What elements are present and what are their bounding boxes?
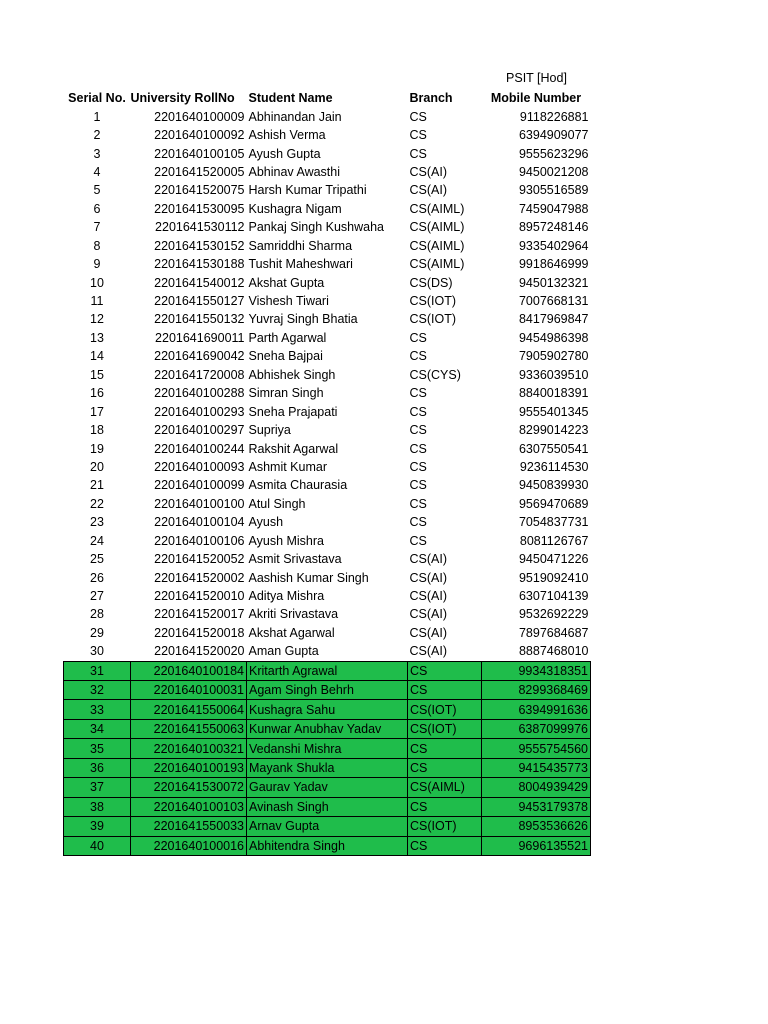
- serial-cell[interactable]: 3: [93, 146, 101, 161]
- roll-cell[interactable]: 2201641550033: [131, 817, 247, 836]
- branch-cell[interactable]: CS: [409, 515, 427, 530]
- serial-cell[interactable]: 1: [93, 109, 101, 124]
- mobile-cell[interactable]: 8417969847: [518, 312, 589, 327]
- roll-cell[interactable]: 2201640100293: [154, 404, 245, 419]
- mobile-cell[interactable]: 8004939429: [482, 778, 591, 797]
- name-cell[interactable]: Ashish Verma: [248, 128, 326, 143]
- mobile-cell[interactable]: 7459047988: [518, 201, 589, 216]
- serial-cell[interactable]: 19: [90, 441, 104, 456]
- name-cell[interactable]: Aman Gupta: [248, 644, 319, 659]
- name-cell[interactable]: Harsh Kumar Tripathi: [248, 183, 367, 198]
- roll-cell[interactable]: 2201641530152: [154, 238, 245, 253]
- mobile-cell[interactable]: 9415435773: [482, 758, 591, 777]
- name-cell[interactable]: Aditya Mishra: [248, 589, 325, 604]
- table-row[interactable]: [64, 532, 591, 550]
- table-row[interactable]: [64, 181, 591, 199]
- mobile-cell[interactable]: 8299014223: [518, 423, 589, 438]
- serial-cell[interactable]: 32: [64, 681, 131, 700]
- roll-cell[interactable]: 2201641530072: [131, 778, 247, 797]
- name-cell[interactable]: Akshat Gupta: [248, 275, 325, 290]
- name-cell[interactable]: Ayush Mishra: [248, 533, 324, 548]
- table-row[interactable]: [64, 550, 591, 568]
- branch-cell[interactable]: CS: [409, 128, 427, 143]
- name-cell[interactable]: Vishesh Tiwari: [248, 294, 329, 309]
- name-cell[interactable]: Aashish Kumar Singh: [248, 570, 369, 585]
- table-row[interactable]: [64, 458, 591, 476]
- table-row[interactable]: [64, 513, 591, 531]
- hod-note-row: [63, 68, 590, 89]
- mobile-cell[interactable]: 9532692229: [518, 607, 589, 622]
- hod-note: PSIT [Hod]: [506, 71, 567, 85]
- table-row[interactable]: [64, 292, 591, 310]
- branch-cell[interactable]: CS(AI): [409, 183, 447, 198]
- name-cell[interactable]: Gaurav Yadav: [247, 778, 408, 797]
- branch-cell[interactable]: CS: [408, 797, 482, 816]
- serial-cell[interactable]: 20: [90, 459, 104, 474]
- branch-cell[interactable]: CS: [409, 330, 427, 345]
- mobile-cell[interactable]: 6307104139: [518, 589, 589, 604]
- roll-cell[interactable]: 2201640100106: [154, 533, 245, 548]
- name-cell[interactable]: Sneha Bajpai: [248, 349, 323, 364]
- branch-cell[interactable]: CS(AIML): [409, 201, 465, 216]
- branch-cell[interactable]: CS: [408, 758, 482, 777]
- roll-cell[interactable]: 2201641530095: [154, 201, 245, 216]
- roll-cell[interactable]: 2201640100009: [154, 109, 245, 124]
- name-cell[interactable]: Abhishek Singh: [248, 367, 336, 382]
- col-header-rollno: University RollNo: [130, 91, 235, 106]
- roll-cell[interactable]: 2201640100244: [154, 441, 245, 456]
- mobile-cell[interactable]: 8299368469: [482, 681, 591, 700]
- mobile-cell[interactable]: 6394909077: [518, 128, 589, 143]
- table-row[interactable]: [64, 836, 591, 855]
- table-row[interactable]: [64, 758, 591, 777]
- name-cell[interactable]: Sneha Prajapati: [248, 404, 338, 419]
- name-cell[interactable]: Abhitendra Singh: [247, 836, 408, 855]
- table-row[interactable]: [64, 700, 591, 719]
- branch-cell[interactable]: CS(AIML): [409, 220, 465, 235]
- serial-cell[interactable]: 35: [64, 739, 131, 758]
- table-row[interactable]: [64, 384, 591, 402]
- roll-cell[interactable]: 2201640100184: [131, 661, 247, 680]
- table-row[interactable]: [64, 237, 591, 255]
- serial-cell[interactable]: 29: [90, 625, 104, 640]
- table-row[interactable]: [64, 200, 591, 218]
- branch-cell[interactable]: CS: [409, 349, 427, 364]
- roll-cell[interactable]: 2201640100321: [131, 739, 247, 758]
- table-row[interactable]: [64, 605, 591, 623]
- roll-cell[interactable]: 2201640100093: [154, 459, 245, 474]
- serial-cell[interactable]: 37: [64, 778, 131, 797]
- branch-cell[interactable]: CS: [408, 836, 482, 855]
- serial-cell[interactable]: 36: [64, 758, 131, 777]
- roll-cell[interactable]: 2201640100016: [131, 836, 247, 855]
- serial-cell[interactable]: 40: [64, 836, 131, 855]
- serial-cell[interactable]: 11: [90, 294, 104, 309]
- table-row[interactable]: [64, 624, 591, 642]
- name-cell[interactable]: Yuvraj Singh Bhatia: [248, 312, 358, 327]
- branch-cell[interactable]: CS: [409, 441, 427, 456]
- name-cell[interactable]: Ashmit Kumar: [248, 459, 327, 474]
- roll-cell[interactable]: 2201641550132: [154, 312, 245, 327]
- serial-cell[interactable]: 6: [93, 201, 101, 216]
- student-sheet: [63, 68, 590, 856]
- table-row[interactable]: [64, 310, 591, 328]
- serial-cell[interactable]: 14: [90, 349, 104, 364]
- serial-cell[interactable]: 27: [90, 589, 104, 604]
- table-row[interactable]: [64, 144, 591, 162]
- serial-cell[interactable]: 4: [93, 164, 101, 179]
- header-row: [64, 89, 591, 107]
- roll-cell[interactable]: 2201640100031: [131, 681, 247, 700]
- branch-cell[interactable]: CS(AI): [409, 552, 447, 567]
- branch-cell[interactable]: CS(AI): [409, 589, 447, 604]
- table-row[interactable]: [64, 273, 591, 291]
- mobile-cell[interactable]: 8953536626: [482, 817, 591, 836]
- roll-cell[interactable]: 2201641520017: [154, 607, 245, 622]
- serial-cell[interactable]: 8: [93, 238, 101, 253]
- mobile-cell[interactable]: 9519092410: [518, 570, 589, 585]
- roll-cell[interactable]: 2201641550127: [154, 294, 245, 309]
- roll-cell[interactable]: 2201640100100: [154, 496, 245, 511]
- serial-cell[interactable]: 25: [90, 552, 104, 567]
- branch-cell[interactable]: CS(CYS): [409, 367, 461, 382]
- name-cell[interactable]: Arnav Gupta: [247, 817, 408, 836]
- branch-cell[interactable]: CS(IOT): [408, 700, 482, 719]
- roll-cell[interactable]: 2201640100105: [154, 146, 245, 161]
- branch-cell[interactable]: CS(IOT): [408, 719, 482, 738]
- branch-cell[interactable]: CS: [409, 109, 427, 124]
- table-row[interactable]: [64, 739, 591, 758]
- table-row[interactable]: [64, 719, 591, 738]
- table-body: [64, 107, 591, 855]
- mobile-cell[interactable]: 9555754560: [482, 739, 591, 758]
- table-row[interactable]: [64, 218, 591, 236]
- serial-cell[interactable]: 13: [90, 330, 104, 345]
- mobile-cell[interactable]: 8957248146: [518, 220, 589, 235]
- serial-cell[interactable]: 7: [93, 220, 101, 235]
- serial-cell[interactable]: 2: [93, 128, 101, 143]
- name-cell[interactable]: Ayush: [248, 515, 284, 530]
- table-row[interactable]: [64, 817, 591, 836]
- mobile-cell[interactable]: 9118226881: [519, 109, 589, 124]
- mobile-cell[interactable]: 9454986398: [518, 330, 589, 345]
- name-cell[interactable]: Mayank Shukla: [247, 758, 408, 777]
- mobile-cell[interactable]: 9934318351: [482, 661, 591, 680]
- mobile-cell[interactable]: 9555401345: [518, 404, 589, 419]
- branch-cell[interactable]: CS: [409, 496, 427, 511]
- col-header-serial: Serial No.: [68, 91, 126, 106]
- roll-cell[interactable]: 2201641530112: [155, 220, 245, 235]
- roll-cell[interactable]: 2201641520020: [154, 644, 245, 659]
- name-cell[interactable]: Atul Singh: [248, 496, 306, 511]
- roll-cell[interactable]: 2201640100297: [154, 423, 245, 438]
- roll-cell[interactable]: 2201641520002: [154, 570, 245, 585]
- name-cell[interactable]: Kushagra Sahu: [247, 700, 408, 719]
- roll-cell[interactable]: 2201640100092: [154, 128, 245, 143]
- table-row[interactable]: [64, 778, 591, 797]
- mobile-cell[interactable]: 9450021208: [518, 164, 589, 179]
- mobile-cell[interactable]: 9450132321: [518, 275, 589, 290]
- branch-cell[interactable]: CS: [409, 146, 427, 161]
- branch-cell[interactable]: CS: [408, 661, 482, 680]
- branch-cell[interactable]: CS(DS): [409, 275, 453, 290]
- serial-cell[interactable]: 38: [64, 797, 131, 816]
- roll-cell[interactable]: 2201640100103: [131, 797, 247, 816]
- name-cell[interactable]: Asmita Chaurasia: [248, 478, 348, 493]
- table-row[interactable]: [64, 642, 591, 661]
- table-row[interactable]: [64, 366, 591, 384]
- mobile-cell[interactable]: 6394991636: [482, 700, 591, 719]
- roll-cell[interactable]: 2201640100193: [131, 758, 247, 777]
- mobile-cell[interactable]: 6307550541: [518, 441, 589, 456]
- table-row[interactable]: [64, 421, 591, 439]
- branch-cell[interactable]: CS: [409, 533, 427, 548]
- branch-cell[interactable]: CS(AI): [409, 607, 447, 622]
- serial-cell[interactable]: 34: [64, 719, 131, 738]
- table-row[interactable]: [64, 329, 591, 347]
- table-row[interactable]: [64, 255, 591, 273]
- branch-cell[interactable]: CS: [409, 404, 427, 419]
- serial-cell[interactable]: 10: [90, 275, 104, 290]
- name-cell[interactable]: Tushit Maheshwari: [248, 257, 353, 272]
- name-cell[interactable]: Samriddhi Sharma: [248, 238, 353, 253]
- serial-cell[interactable]: 17: [90, 404, 104, 419]
- branch-cell[interactable]: CS(AIML): [409, 238, 465, 253]
- name-cell[interactable]: Kunwar Anubhav Yadav: [247, 719, 408, 738]
- mobile-cell[interactable]: 9453179378: [482, 797, 591, 816]
- branch-cell[interactable]: CS(AI): [409, 625, 447, 640]
- student-table: [63, 89, 591, 856]
- mobile-cell[interactable]: 9555623296: [518, 146, 589, 161]
- branch-cell[interactable]: CS: [408, 739, 482, 758]
- name-cell[interactable]: Parth Agarwal: [248, 330, 327, 345]
- mobile-cell[interactable]: 9696135521: [482, 836, 591, 855]
- branch-cell[interactable]: CS: [409, 478, 427, 493]
- roll-cell[interactable]: 2201641690011: [155, 330, 245, 345]
- name-cell[interactable]: Vedanshi Mishra: [247, 739, 408, 758]
- mobile-cell[interactable]: 8887468010: [518, 644, 589, 659]
- name-cell[interactable]: Avinash Singh: [247, 797, 408, 816]
- mobile-cell[interactable]: 7905902780: [518, 349, 589, 364]
- branch-cell[interactable]: CS(AI): [409, 570, 447, 585]
- roll-cell[interactable]: 2201641520018: [154, 625, 245, 640]
- branch-cell[interactable]: CS(IOT): [408, 817, 482, 836]
- serial-cell[interactable]: 33: [64, 700, 131, 719]
- mobile-cell[interactable]: 6387099976: [482, 719, 591, 738]
- serial-cell[interactable]: 9: [93, 257, 101, 272]
- mobile-cell[interactable]: 9569470689: [518, 496, 589, 511]
- branch-cell[interactable]: CS(IOT): [409, 312, 457, 327]
- table-row[interactable]: [64, 126, 591, 144]
- table-row[interactable]: [64, 476, 591, 494]
- table-row[interactable]: [64, 797, 591, 816]
- name-cell[interactable]: Agam Singh Behrh: [247, 681, 408, 700]
- table-row[interactable]: [64, 587, 591, 605]
- branch-cell[interactable]: CS(AI): [409, 164, 447, 179]
- table-row[interactable]: [64, 495, 591, 513]
- name-cell[interactable]: Supriya: [248, 423, 291, 438]
- name-cell[interactable]: Simran Singh: [248, 386, 324, 401]
- roll-cell[interactable]: 2201641520005: [154, 164, 245, 179]
- col-header-branch: Branch: [409, 91, 453, 106]
- branch-cell[interactable]: CS(AIML): [409, 257, 465, 272]
- branch-cell[interactable]: CS(IOT): [409, 294, 457, 309]
- table-row[interactable]: [64, 681, 591, 700]
- branch-cell[interactable]: CS: [409, 459, 427, 474]
- table-row[interactable]: [64, 163, 591, 181]
- roll-cell[interactable]: 2201641520010: [154, 589, 245, 604]
- table-row[interactable]: [64, 661, 591, 680]
- roll-cell[interactable]: 2201641530188: [154, 257, 245, 272]
- branch-cell[interactable]: CS: [409, 423, 427, 438]
- mobile-cell[interactable]: 9450839930: [518, 478, 589, 493]
- table-row[interactable]: [64, 402, 591, 420]
- name-cell[interactable]: Abhinav Awasthi: [248, 164, 340, 179]
- table-row[interactable]: [64, 439, 591, 457]
- serial-cell[interactable]: 31: [64, 661, 131, 680]
- name-cell[interactable]: Rakshit Agarwal: [248, 441, 339, 456]
- name-cell[interactable]: Akshat Agarwal: [248, 625, 335, 640]
- name-cell[interactable]: Abhinandan Jain: [248, 109, 342, 124]
- branch-cell[interactable]: CS(AIML): [408, 778, 482, 797]
- roll-cell[interactable]: 2201640100104: [154, 515, 245, 530]
- serial-cell[interactable]: 30: [90, 644, 104, 659]
- table-row[interactable]: [64, 568, 591, 586]
- serial-cell[interactable]: 12: [90, 312, 104, 327]
- roll-cell[interactable]: 2201640100288: [154, 386, 245, 401]
- serial-cell[interactable]: 15: [90, 367, 104, 382]
- mobile-cell[interactable]: 7007668131: [518, 294, 589, 309]
- col-header-mobile: Mobile Number: [490, 91, 582, 106]
- roll-cell[interactable]: 2201641690042: [154, 349, 245, 364]
- roll-cell[interactable]: 2201641550063: [131, 719, 247, 738]
- roll-cell[interactable]: 2201641720008: [154, 367, 245, 382]
- roll-cell[interactable]: 2201641520075: [154, 183, 245, 198]
- roll-cell[interactable]: 2201641520052: [154, 552, 245, 567]
- roll-cell[interactable]: 2201640100099: [154, 478, 245, 493]
- mobile-cell[interactable]: 9336039510: [518, 367, 589, 382]
- serial-cell[interactable]: 24: [90, 533, 104, 548]
- name-cell[interactable]: Pankaj Singh Kushwaha: [248, 220, 385, 235]
- name-cell[interactable]: Kritarth Agrawal: [247, 661, 408, 680]
- name-cell[interactable]: Kushagra Nigam: [248, 201, 342, 216]
- mobile-cell[interactable]: 7897684687: [518, 625, 589, 640]
- roll-cell[interactable]: 2201641540012: [154, 275, 245, 290]
- name-cell[interactable]: Asmit Srivastava: [248, 552, 342, 567]
- serial-cell[interactable]: 21: [90, 478, 104, 493]
- name-cell[interactable]: Ayush Gupta: [248, 146, 321, 161]
- mobile-cell[interactable]: 8840018391: [518, 386, 589, 401]
- serial-cell[interactable]: 18: [90, 423, 104, 438]
- mobile-cell[interactable]: 9335402964: [518, 238, 589, 253]
- mobile-cell[interactable]: 9918646999: [518, 257, 589, 272]
- mobile-cell[interactable]: 9305516589: [518, 183, 589, 198]
- serial-cell[interactable]: 39: [64, 817, 131, 836]
- serial-cell[interactable]: 22: [90, 496, 104, 511]
- branch-cell[interactable]: CS(AI): [409, 644, 447, 659]
- mobile-cell[interactable]: 9236114530: [519, 459, 589, 474]
- branch-cell[interactable]: CS: [408, 681, 482, 700]
- serial-cell[interactable]: 26: [90, 570, 104, 585]
- table-row[interactable]: [64, 107, 591, 125]
- serial-cell[interactable]: 5: [93, 183, 101, 198]
- col-header-name: Student Name: [248, 91, 333, 106]
- serial-cell[interactable]: 16: [90, 386, 104, 401]
- roll-cell[interactable]: 2201641550064: [131, 700, 247, 719]
- serial-cell[interactable]: 28: [90, 607, 104, 622]
- mobile-cell[interactable]: 8081126767: [519, 533, 589, 548]
- name-cell[interactable]: Akriti Srivastava: [248, 607, 339, 622]
- table-row[interactable]: [64, 347, 591, 365]
- branch-cell[interactable]: CS: [409, 386, 427, 401]
- mobile-cell[interactable]: 7054837731: [518, 515, 589, 530]
- mobile-cell[interactable]: 9450471226: [518, 552, 589, 567]
- serial-cell[interactable]: 23: [90, 515, 104, 530]
